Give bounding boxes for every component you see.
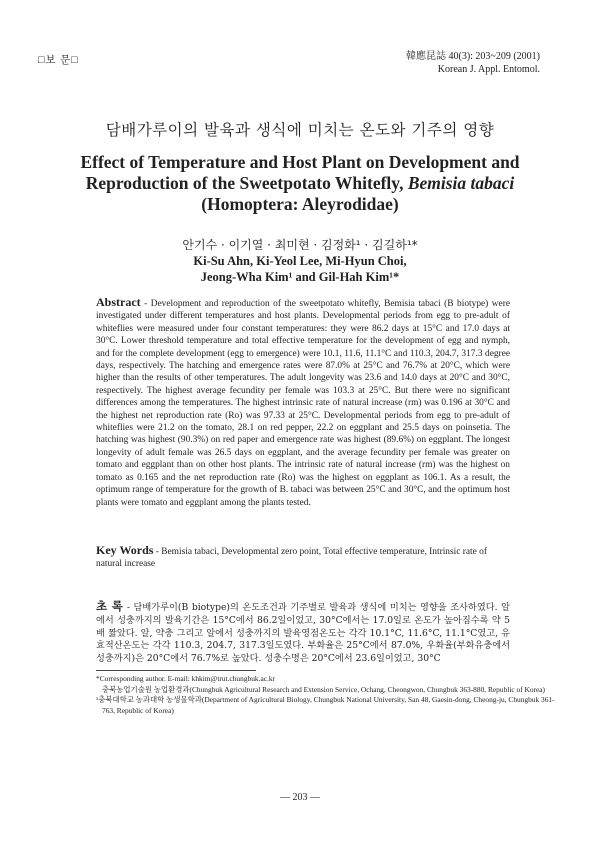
authors-line-1: Ki-Su Ahn, Ki-Yeol Lee, Mi-Hyun Choi, (193, 254, 407, 268)
korean-abstract (96, 600, 510, 666)
authors-line-2: Jeong-Wha Kim¹ and Gil-Hah Kim¹* (200, 269, 400, 284)
title-line-2-prefix: Reproduction of the Sweetpotato Whitefly, (85, 173, 404, 193)
footnote-affiliation-2-cont: 763, Republic of Korea) (102, 705, 174, 715)
title-line-2 (0, 173, 600, 194)
page-number: — 203 — (280, 792, 320, 803)
title-line-1: Effect of Temperature and Host Plant on Development and (80, 152, 520, 172)
footnote-corresponding: *Corresponding author. E-mail: khkim@trut.chungbuk.ac.kr (96, 674, 276, 683)
footnote-affiliation-1: 충북농업기술원 농업환경과(Chungbuk Agricultural Research and Extension Service, Ochang, Cheongwon, Chungbuk 363-880, Republic of Korea) (102, 684, 546, 694)
authors-korean: 안기수 · 이기열 · 최미현 · 김정화¹ · 김길하¹* (182, 238, 418, 252)
species-name: Bemisia tabaci (407, 173, 515, 193)
footnote-affiliation-2: ¹충북대학교 농과대학 농생물학과(Department of Agricultural Biology, Chungbuk National University, San 48, Gaesin-dong, Cheong-ju, Chungbuk 361- (96, 695, 555, 704)
keywords (96, 544, 510, 571)
korean-abstract-label: 초 록 (96, 599, 123, 613)
footnote-divider (96, 670, 256, 671)
section-label: □보 문□ (38, 55, 79, 66)
abstract-label: Abstract (96, 295, 141, 309)
title-korean: 담배가루이의 발육과 생식에 미치는 온도와 기주의 영향 (105, 121, 495, 139)
keywords-label: Key Words (96, 543, 154, 557)
title-english (0, 152, 600, 215)
footnotes (96, 674, 555, 716)
keywords-text: - Bemisia tabaci, Developmental zero point, Total effective temperature, Intrinsic rate of natural increase (96, 547, 487, 570)
abstract-text: - Development and reproduction of the sweetpotato whitefly, Bemisia tabaci (B biotype) were investigated under different temperatures and host plants. Developmental periods from egg to pre-adult of whiteflies were measured under four constant temperatures: they were 86.2 days at 15°C and 17.0 days at 30°C. Lower threshold temperature and total effective temperature for the development of egg and nymph, and for the complete development (egg to emergence) were 10.1, 11.6, 11.1°C and 110.3, 204.7, 317.3 degree days, respectively. The hatching and emergence rates were 87.0% at 25°C and 76.7% at 20°C, which were higher than the results of other temperatures. The adult longevity was 23.6 and 14.0 days at 20°C and 30°C, respectively. The highest average fecundity per female was 103.3 at 25°C. But there were no significant differences among the temperatures. The highest intrinsic rate of natural increase (rm) was 0.196 at 30°C and the highest net reproduction rate (Ro) was 97.33 at 25°C. Developmental periods from egg to pre-adult of whiteflies were 21.2 on the tomato, 28.1 on red pepper, 22.2 on eggplant and 25.5 days on poinsetia. The hatching was highest (90.3%) on red paper and emergence rate was highest (89.6%) on eggplant. The longest longevity of adult female was 26.5 days on eggplant, and the average fecundity per female was greater on tomato and eggplant than on other host plants. The intrinsic rate of natural increase (rm) was the highest on tomato as 0.165 and the net reproduction rate (Ro) was the highest on eggplant as 106.1. As a result, the optimum range of temperature for the growth of B. tabaci was between 25°C and 30°C, and the optimum host plants were tomato and eggplant among the plants tested. (96, 299, 510, 508)
journal-name: Korean J. Appl. Entomol. (437, 64, 540, 75)
korean-abstract-text: - 담배가루이(B biotype)의 온도조건과 기주별로 발육과 생식에 미치는 영향을 조사하였다. 알에서 성충까지의 발육기간은 15°C에서 86.2일이었고, 30°C에서는 17.0일로 온도가 높아짐수록 약 5배 짧았다. 알, 약충 그리고 알에서 성충까지의 발육영점온도는 각각 10.1°C, 11.6°C, 11.1°C였고, 유효적산온도는 각각 110.3, 204.7, 317.3일도였다. 부화율은 25°C에서 87.0%, 우화율(부화유충에서 성충까지)은 20°C에서 76.7%로 높았다. 성충수명은 20°C에서 23.6일이었고, 30°C (96, 602, 510, 665)
journal-header (406, 50, 540, 76)
authors-english (0, 254, 600, 285)
abstract (96, 296, 510, 509)
journal-ref: 韓應昆誌 40(3): 203~209 (2001) (405, 51, 540, 62)
title-line-3: (Homoptera: Aleyrodidae) (201, 194, 399, 214)
